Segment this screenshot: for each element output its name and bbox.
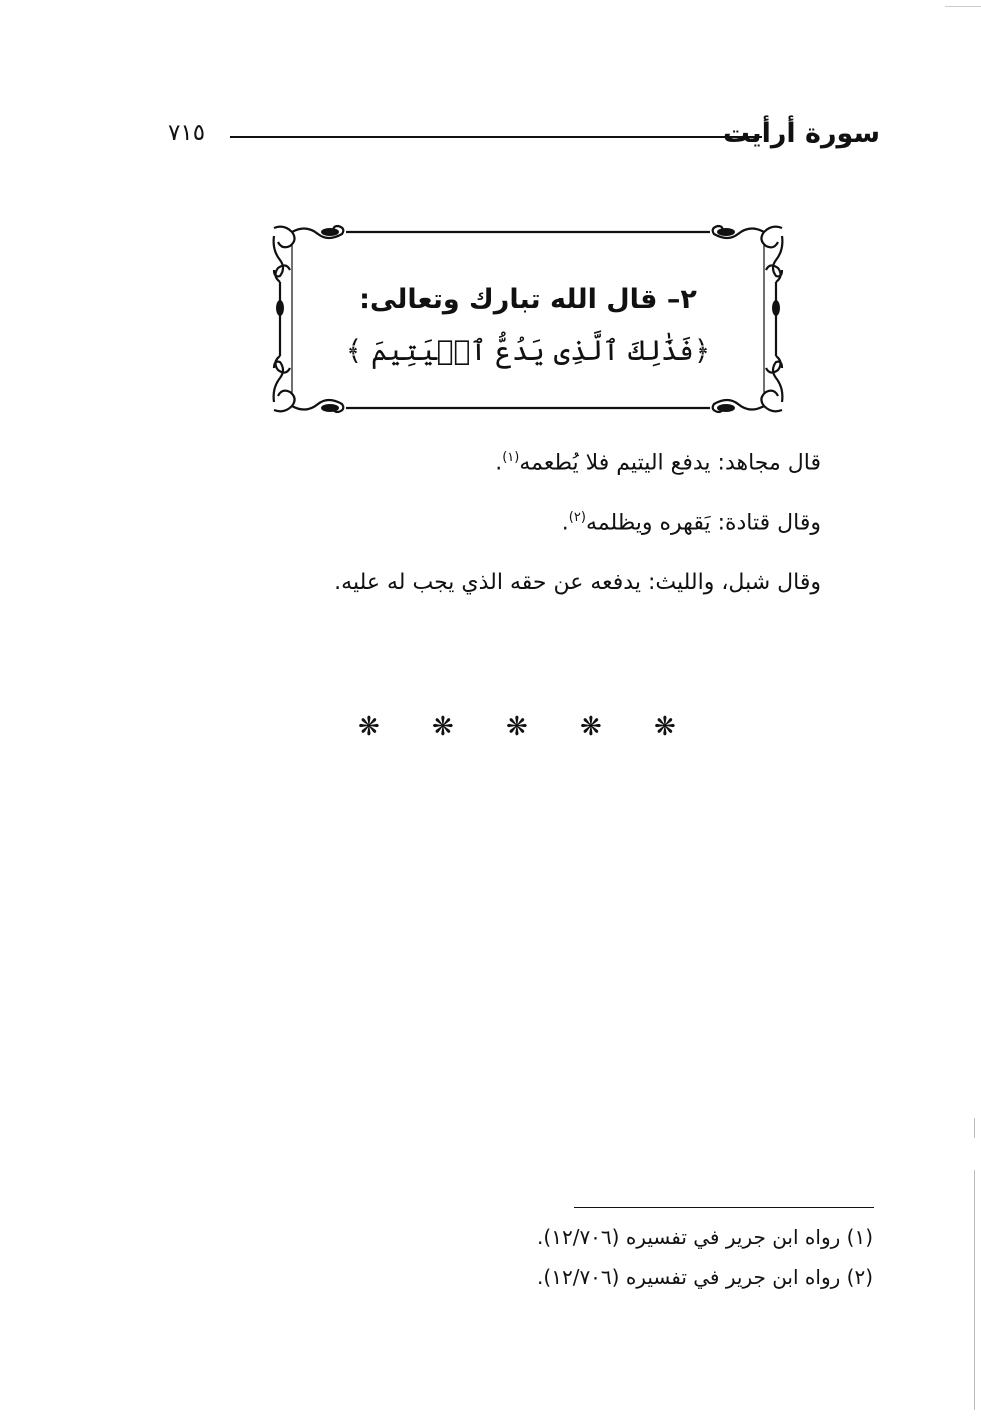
sentence-end: . [495,450,503,476]
commentary-text: وقال قتادة: يَقهره ويظلمه [585,510,821,536]
scan-edge-mark [945,6,981,7]
scan-edge-mark [974,1118,975,1138]
commentary-line-qatada [261,510,821,535]
quran-verse: ﴿فَذَٰلِكَ ٱلَّذِى يَدُعُّ ٱلۡيَتِيمَ ﴾ [345,334,711,367]
star-ornament-icon: ❋ [654,712,676,742]
footnote-2: (٢) رواه ابن جرير في تفسيره (١٢/٧٠٦). [537,1265,873,1289]
page-header [168,118,880,154]
frame-border-ornament [268,222,788,416]
commentary-line-shibl-layth: وقال شبل، والليث: يدفعه عن حقه الذي يجب له عليه. [334,570,821,595]
sentence-end: . [561,510,569,536]
page-number: ٧١٥ [168,120,206,146]
header-rule [230,136,762,138]
footnote-ref-1: (١) [502,450,520,465]
footnote-divider [574,1207,874,1208]
surah-title: سورة أرأيت [722,118,880,149]
footnote-ref-2: (٢) [568,510,586,525]
scan-edge-mark [974,1170,975,1410]
star-ornament-icon: ❋ [432,712,454,742]
footnote-1: (١) رواه ابن جرير في تفسيره (١٢/٧٠٦). [537,1225,873,1249]
section-heading: ٢– قال الله تبارك وتعالى: [359,284,697,315]
star-ornament-icon: ❋ [580,712,602,742]
section-separator [340,712,690,742]
commentary-line-mujahid [261,450,821,475]
commentary-text: قال مجاهد: يدفع اليتيم فلا يُطعمه [519,450,821,476]
star-ornament-icon: ❋ [506,712,528,742]
ornamental-frame [268,222,788,416]
star-ornament-icon: ❋ [358,712,380,742]
